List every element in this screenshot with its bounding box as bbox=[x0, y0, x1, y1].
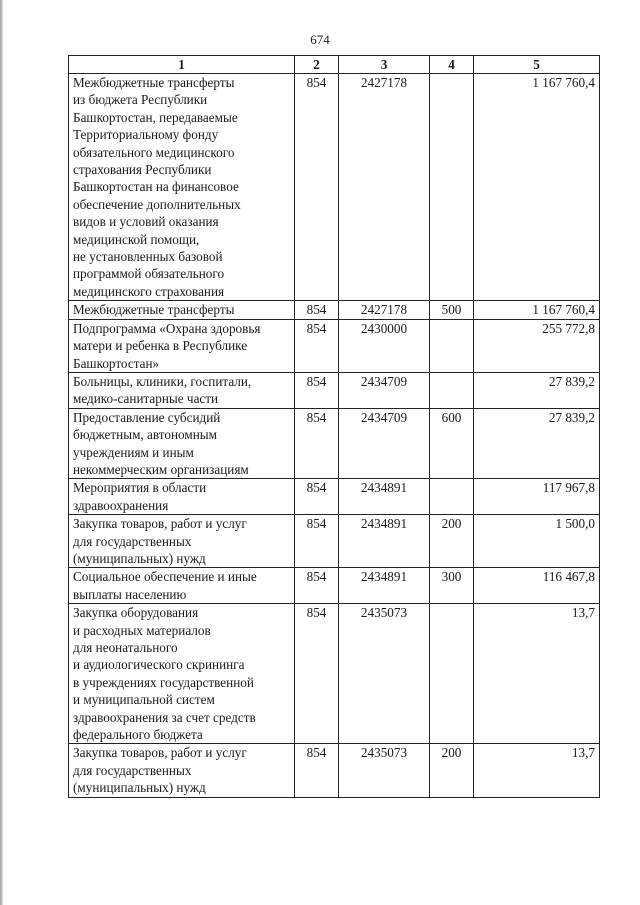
expense-type-cell: 200 bbox=[430, 744, 474, 797]
column-header-3: 3 bbox=[339, 56, 430, 74]
target-article-cell: 2435073 bbox=[339, 604, 430, 744]
row-name-line: Межбюджетные трансферты bbox=[73, 75, 235, 90]
row-name-line: Закупка оборудования bbox=[73, 605, 199, 621]
row-name-line: выплаты населению bbox=[73, 586, 187, 602]
target-article-cell: 2434709 bbox=[339, 372, 430, 408]
target-article-cell: 2434709 bbox=[339, 408, 430, 479]
row-name-line: Башкортостан, передаваемые bbox=[73, 109, 238, 125]
row-name-line: страхования Республики bbox=[73, 162, 212, 178]
table-body bbox=[69, 74, 600, 798]
expense-type-cell bbox=[430, 479, 474, 515]
amount-cell: 1 500,0 bbox=[474, 515, 600, 568]
ministry-code-cell: 854 bbox=[295, 479, 339, 515]
table-row bbox=[69, 515, 600, 568]
row-name-line: программой обязательного bbox=[73, 266, 225, 282]
row-name-line: Башкортостан» bbox=[73, 355, 160, 371]
row-name-line: медико-санитарные части bbox=[73, 391, 219, 407]
ministry-code-cell: 854 bbox=[295, 515, 339, 568]
row-name-line: матери и ребенка в Республике bbox=[73, 338, 248, 354]
row-name-line: обязательного медицинского bbox=[73, 144, 235, 160]
row-name-line: Предоставление субсидий bbox=[73, 409, 221, 425]
row-name-cell bbox=[69, 319, 295, 372]
row-name-line: для государственных bbox=[73, 533, 192, 549]
row-name-line: здравоохранения bbox=[73, 497, 169, 513]
expense-type-cell bbox=[430, 604, 474, 744]
row-name-line: и расходных материалов bbox=[73, 622, 211, 638]
amount-cell: 27 839,2 bbox=[474, 408, 600, 479]
expense-type-cell: 200 bbox=[430, 515, 474, 568]
row-name-cell bbox=[69, 372, 295, 408]
row-name-line: обеспечение дополнительных bbox=[73, 196, 241, 212]
row-name-line: Закупка товаров, работ и услуг bbox=[73, 745, 247, 761]
amount-cell: 13,7 bbox=[474, 604, 600, 744]
ministry-code-cell: 854 bbox=[295, 301, 339, 319]
target-article-cell: 2434891 bbox=[339, 568, 430, 604]
table-row bbox=[69, 408, 600, 479]
table-row bbox=[69, 301, 600, 319]
row-name-line: Межбюджетные трансферты bbox=[73, 302, 235, 318]
header-row bbox=[69, 56, 600, 74]
expense-type-cell: 500 bbox=[430, 301, 474, 319]
row-name-cell bbox=[69, 479, 295, 515]
expense-type-cell: 300 bbox=[430, 568, 474, 604]
expense-type-cell bbox=[430, 74, 474, 301]
row-name-line: медицинской помощи, bbox=[73, 231, 200, 247]
column-header-4: 4 bbox=[430, 56, 474, 74]
table-row bbox=[69, 372, 600, 408]
row-name-line: не установленных базовой bbox=[73, 249, 223, 265]
table-row bbox=[69, 568, 600, 604]
row-name-line: из бюджета Республики bbox=[73, 92, 208, 108]
row-name-line: Больницы, клиники, госпитали, bbox=[73, 373, 252, 389]
ministry-code-cell: 854 bbox=[295, 744, 339, 797]
page-number: 674 bbox=[310, 32, 330, 47]
column-header-1: 1 bbox=[69, 56, 295, 74]
column-header-2: 2 bbox=[295, 56, 339, 74]
target-article-cell: 2427178 bbox=[339, 301, 430, 319]
row-name-line: в учреждениях государственной bbox=[73, 674, 254, 690]
row-name-line: для неонатального bbox=[73, 640, 178, 655]
row-name-cell bbox=[69, 301, 295, 319]
row-name-line: для государственных bbox=[73, 762, 192, 778]
row-name-line: (муниципальных) нужд bbox=[73, 780, 206, 796]
target-article-cell: 2434891 bbox=[339, 479, 430, 515]
target-article-cell: 2435073 bbox=[339, 744, 430, 797]
table-row bbox=[69, 744, 600, 797]
row-name-line: Социальное обеспечение и иные bbox=[73, 569, 257, 585]
row-name-line: некоммерческим организациям bbox=[73, 461, 249, 477]
row-name-line: Мероприятия в области bbox=[73, 480, 207, 496]
row-name-cell bbox=[69, 604, 295, 744]
row-name-line: бюджетным, автономным bbox=[73, 427, 217, 443]
amount-cell: 13,7 bbox=[474, 744, 600, 797]
table-row bbox=[69, 319, 600, 372]
row-name-line: федерального бюджета bbox=[73, 727, 203, 743]
row-name-cell bbox=[69, 568, 295, 604]
expense-type-cell: 600 bbox=[430, 408, 474, 479]
row-name-line: здравоохранения за счет средств bbox=[73, 709, 256, 725]
row-name-line: учреждениям и иным bbox=[73, 444, 194, 460]
expense-type-cell bbox=[430, 319, 474, 372]
ministry-code-cell: 854 bbox=[295, 74, 339, 301]
amount-cell: 117 967,8 bbox=[474, 479, 600, 515]
budget-table bbox=[68, 55, 600, 798]
row-name-cell bbox=[69, 74, 295, 301]
ministry-code-cell: 854 bbox=[295, 319, 339, 372]
row-name-cell bbox=[69, 408, 295, 479]
target-article-cell: 2434891 bbox=[339, 515, 430, 568]
row-name-line: Территориальному фонду bbox=[73, 127, 219, 143]
scan-edge-shadow bbox=[0, 0, 3, 905]
amount-cell: 255 772,8 bbox=[474, 319, 600, 372]
target-article-cell: 2427178 bbox=[339, 74, 430, 301]
ministry-code-cell: 854 bbox=[295, 408, 339, 479]
expense-type-cell bbox=[430, 372, 474, 408]
amount-cell: 27 839,2 bbox=[474, 372, 600, 408]
amount-cell: 116 467,8 bbox=[474, 568, 600, 604]
amount-cell: 1 167 760,4 bbox=[474, 74, 600, 301]
ministry-code-cell: 854 bbox=[295, 568, 339, 604]
row-name-line: Закупка товаров, работ и услуг bbox=[73, 516, 247, 532]
row-name-line: и аудиологического скрининга bbox=[73, 657, 245, 673]
column-header-5: 5 bbox=[474, 56, 600, 74]
target-article-cell: 2430000 bbox=[339, 319, 430, 372]
amount-cell: 1 167 760,4 bbox=[474, 301, 600, 319]
row-name-line: (муниципальных) нужд bbox=[73, 550, 206, 566]
row-name-cell bbox=[69, 744, 295, 797]
row-name-line: Подпрограмма «Охрана здоровья bbox=[73, 320, 261, 336]
row-name-line: медицинского страхования bbox=[73, 283, 225, 299]
row-name-cell bbox=[69, 515, 295, 568]
row-name-line: Башкортостан на финансовое bbox=[73, 179, 239, 195]
table-row bbox=[69, 74, 600, 301]
row-name-line: видов и условий оказания bbox=[73, 214, 219, 230]
ministry-code-cell: 854 bbox=[295, 372, 339, 408]
table-row bbox=[69, 479, 600, 515]
ministry-code-cell: 854 bbox=[295, 604, 339, 744]
table-row bbox=[69, 604, 600, 744]
row-name-line: и муниципальной систем bbox=[73, 692, 215, 708]
